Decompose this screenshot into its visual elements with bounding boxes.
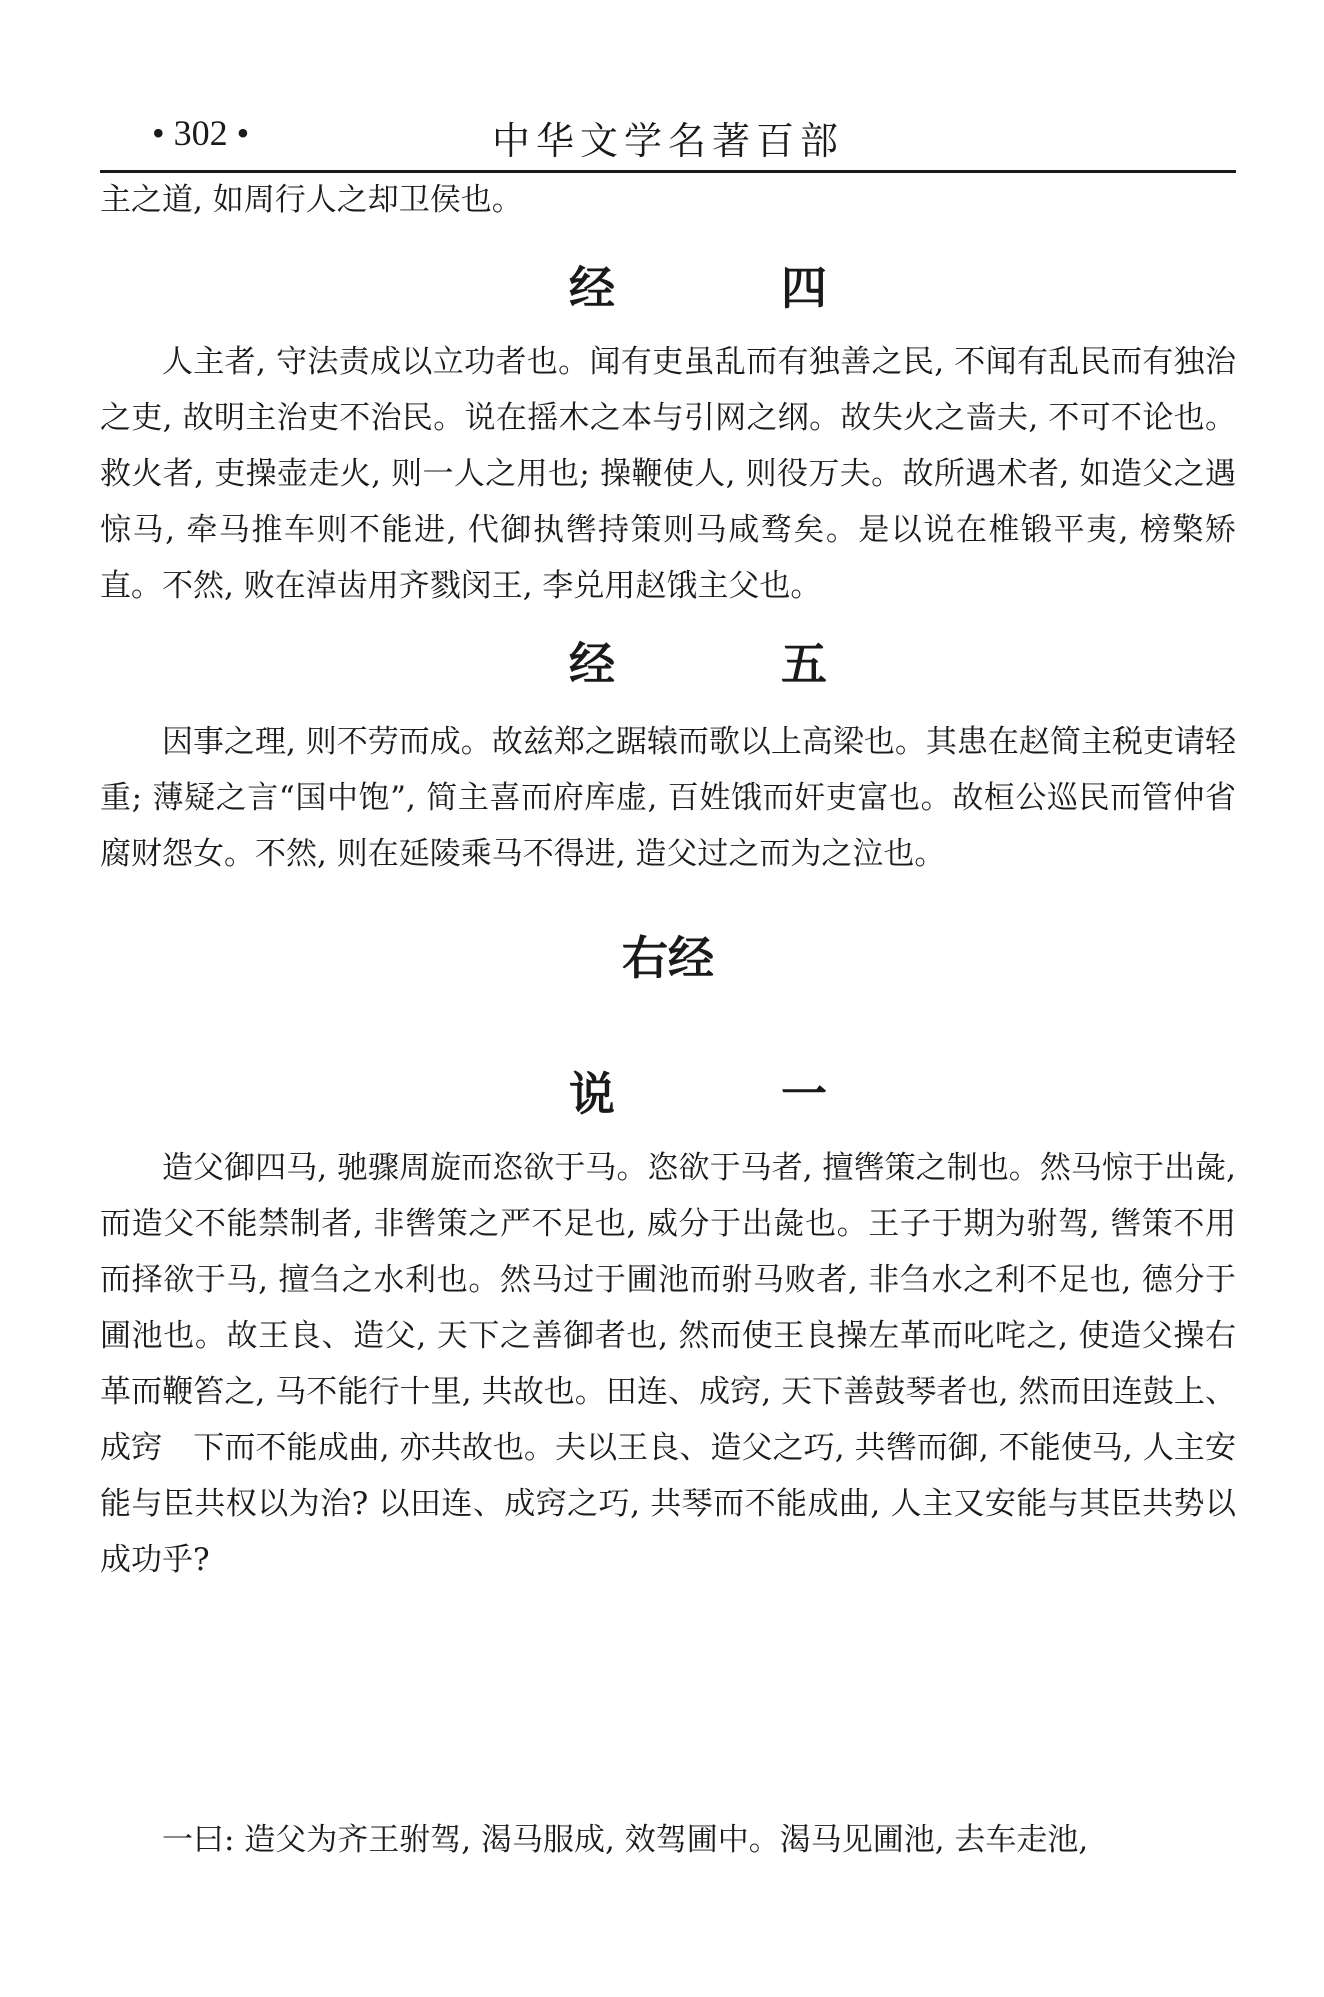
paragraph-shuo-yi: 造父御四马, 驰骤周旋而恣欲于马。恣欲于马者, 擅辔策之制也。然马惊于出彘, 而造父不能禁制者, 非辔策之严不足也, 威分于出彘也。王子于期为驸驾, 辔策不用而择欲于马, 擅刍之水利也。然马过于圃池而驸马败者, 非刍水之利不足也, 德分于圃池也。故王良、造父, 天下之善御者也, 然而使王良操左革而叱咤之, 使造父操右革而鞭笞之, 马不能行十里, 共故也。田连、成窍, 天下善鼓琴者也, 然而田连鼓上、成窍 下而不能成曲, 亦共故也。夫以王良、造父之巧, 共辔而御, 不能使马, 人主安能与臣共权以为治? 以田连、成窍之巧, 共琴而不能成曲, 人主又安能与其臣共势以成功乎? bbox=[100, 1150, 1236, 1578]
section-heading-shuo-yi: 说 一 bbox=[569, 1067, 887, 1121]
section-heading-you-jing: 右经 bbox=[622, 931, 714, 985]
paragraph-jing-wu: 因事之理, 则不劳而成。故兹郑之踞辕而歌以上高梁也。其患在赵简主税吏请轻重; 薄疑之言“国中饱”, 简主喜而府库虚, 百姓饿而奸吏富也。故桓公巡民而管仲省腐财怨女。不然, 则在延陵乘马不得进, 造父过之而为之泣也。 bbox=[100, 724, 1236, 872]
running-title: 中华文学名著百部 bbox=[491, 119, 844, 163]
page-number: • 302 • bbox=[152, 113, 250, 153]
paragraph-yi-yue: 一曰: 造父为齐王驸驾, 渴马服成, 效驾圃中。渴马见圃池, 去车走池, bbox=[162, 1822, 1089, 1858]
page-header bbox=[100, 100, 1236, 173]
paragraph-continuation: 主之道, 如周行人之却卫侯也。 bbox=[100, 182, 523, 218]
paragraph-jing-si: 人主者, 守法责成以立功者也。闻有吏虽乱而有独善之民, 不闻有乱民而有独治之吏, 故明主治吏不治民。说在摇木之本与引网之纲。故失火之啬夫, 不可不论也。救火者, 吏操壶走火, 则一人之用也; 操鞭使人, 则役万夫。故所遇术者, 如造父之遇惊马, 牵马推车则不能进, 代御执辔持策则马咸骛矣。是以说在椎锻平夷, 榜檠矫直。不然, 败在淖齿用齐戮闵王, 李兑用赵饿主父也。 bbox=[100, 344, 1236, 604]
section-heading-jing-wu: 经 五 bbox=[569, 637, 887, 691]
section-heading-jing-si: 经 四 bbox=[569, 261, 887, 315]
